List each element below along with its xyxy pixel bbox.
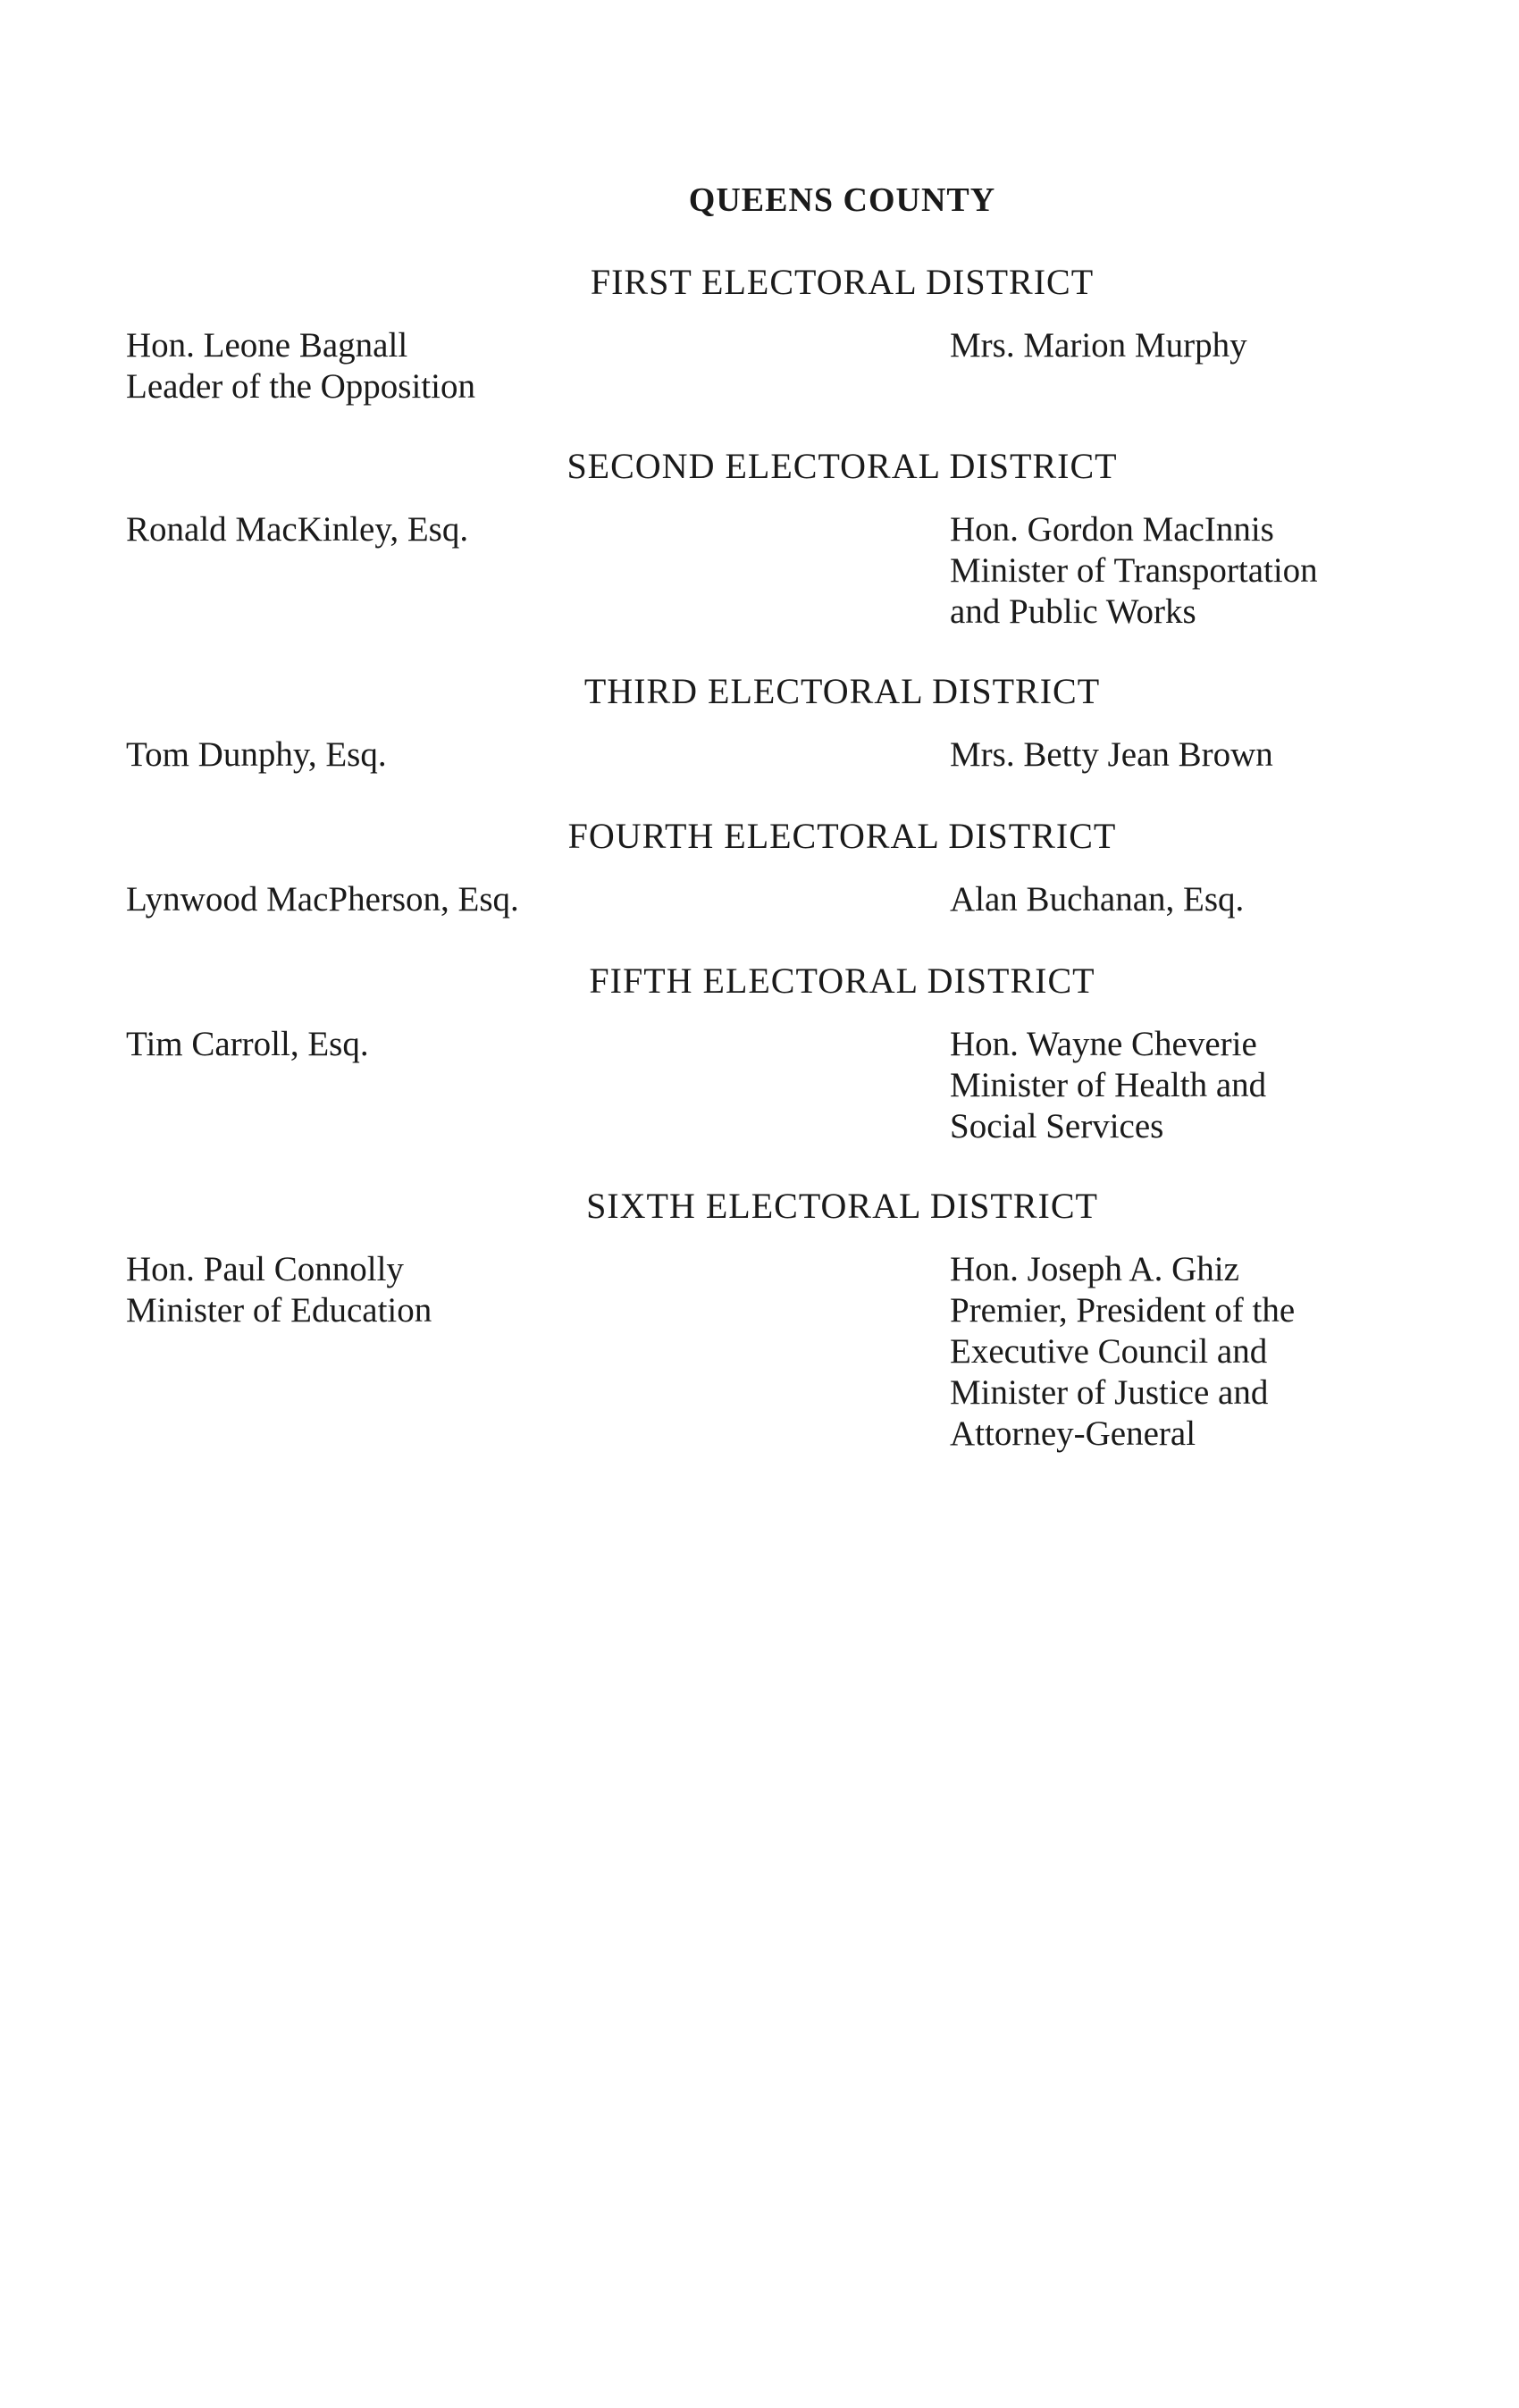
district-heading-fourth: FOURTH ELECTORAL DISTRICT xyxy=(567,816,1117,856)
member-title-cont: and Public Works xyxy=(950,592,1196,631)
member-name: Hon. Joseph A. Ghiz xyxy=(950,1250,1239,1288)
member-name: Mrs. Marion Murphy xyxy=(950,326,1247,365)
district-heading-fifth: FIFTH ELECTORAL DISTRICT xyxy=(589,961,1095,1001)
member-name: Hon. Gordon MacInnis xyxy=(950,510,1274,549)
member-left-first xyxy=(126,325,475,407)
member-name: Hon. Paul Connolly xyxy=(126,1250,404,1288)
member-left-sixth xyxy=(126,1249,432,1331)
district-heading-second: SECOND ELECTORAL DISTRICT xyxy=(566,446,1118,486)
member-name: Hon. Leone Bagnall xyxy=(126,326,408,365)
member-name: Alan Buchanan, Esq. xyxy=(950,880,1245,919)
member-title-cont: Minister of Justice and xyxy=(950,1373,1269,1412)
member-name: Tim Carroll, Esq. xyxy=(126,1025,369,1063)
member-title: Minister of Health and xyxy=(950,1066,1267,1104)
member-right-third xyxy=(950,734,1273,776)
member-title: Minister of Transportation xyxy=(950,551,1318,590)
member-left-fifth xyxy=(126,1024,369,1065)
member-left-third xyxy=(126,734,387,776)
member-name: Mrs. Betty Jean Brown xyxy=(950,735,1273,774)
district-heading-sixth: SIXTH ELECTORAL DISTRICT xyxy=(586,1186,1098,1226)
member-right-first xyxy=(950,325,1247,366)
member-title-cont: Attorney-General xyxy=(950,1414,1196,1453)
county-title: QUEENS COUNTY xyxy=(688,181,996,219)
member-name: Ronald MacKinley, Esq. xyxy=(126,510,469,549)
member-title: Minister of Education xyxy=(126,1291,432,1330)
member-name: Hon. Wayne Cheverie xyxy=(950,1025,1257,1063)
member-title: Premier, President of the xyxy=(950,1291,1296,1330)
district-heading-third: THIRD ELECTORAL DISTRICT xyxy=(583,671,1101,711)
member-name: Tom Dunphy, Esq. xyxy=(126,735,387,774)
member-right-fifth xyxy=(950,1024,1266,1147)
member-left-second xyxy=(126,509,468,550)
member-title-cont: Social Services xyxy=(950,1107,1164,1145)
member-right-second xyxy=(950,509,1318,633)
district-heading-first: FIRST ELECTORAL DISTRICT xyxy=(590,262,1095,302)
member-right-fourth xyxy=(950,879,1244,920)
member-title: Leader of the Opposition xyxy=(126,367,475,406)
member-name: Lynwood MacPherson, Esq. xyxy=(126,880,519,919)
member-left-fourth xyxy=(126,879,519,920)
member-right-sixth xyxy=(950,1249,1295,1455)
member-title-cont: Executive Council and xyxy=(950,1332,1268,1371)
